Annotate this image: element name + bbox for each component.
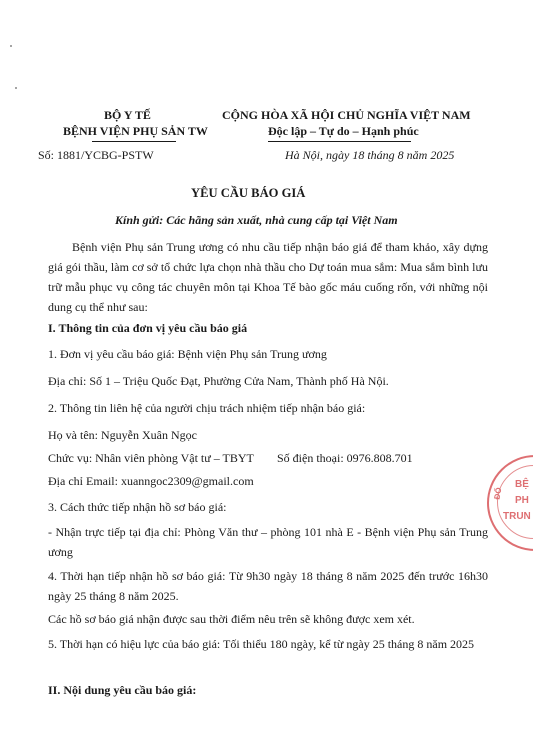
scan-speck bbox=[15, 87, 17, 89]
submission-deadline: 4. Thời hạn tiếp nhận hồ sơ báo giá: Từ 9h30 ngày 18 tháng 8 năm 2025 đến trước 16h30 ngày 25 tháng 8 năm 2025. bbox=[48, 569, 488, 603]
seal-text: TRUN bbox=[503, 511, 531, 522]
place-date: Hà Nội, ngày 18 tháng 8 năm 2025 bbox=[285, 148, 455, 162]
contact-position: Chức vụ: Nhân viên phòng Vật tư – TBYT bbox=[48, 451, 254, 465]
contact-phone: Số điện thoại: 0976.808.701 bbox=[277, 451, 413, 465]
ministry-name: BỘ Y TẾ bbox=[104, 108, 151, 122]
hospital-underline bbox=[92, 141, 176, 142]
contact-name: Họ và tên: Nguyễn Xuân Ngọc bbox=[48, 428, 197, 442]
motto-underline bbox=[268, 141, 411, 142]
unit-address: Địa chỉ: Số 1 – Triệu Quốc Đạt, Phường Cửa Nam, Thành phố Hà Nội. bbox=[48, 374, 389, 388]
submission-method: - Nhận trực tiếp tại địa chỉ: Phòng Văn thư – phòng 101 nhà E - Bệnh viện Phụ sản Trung ương bbox=[48, 525, 488, 559]
document-number: Số: 1881/YCBG-PSTW bbox=[38, 148, 154, 162]
seal-text: ĐỐ bbox=[492, 486, 504, 501]
intro-paragraph: Bệnh viện Phụ sản Trung ương có nhu cầu tiếp nhận báo giá để tham khảo, xây dựng giá gói thầu, làm cơ sở tổ chức lựa chọn nhà thầu cho Dự toán mua sắm: Mua sắm bình lưu trữ mẫu phục vụ công tác chuyên môn tại Khoa Tế bào gốc máu cuống rốn, với những nội dung cụ thể như sau: bbox=[48, 240, 488, 314]
country-name: CỘNG HÒA XÃ HỘI CHỦ NGHĨA VIỆT NAM bbox=[222, 108, 471, 122]
requesting-unit: 1. Đơn vị yêu cầu báo giá: Bệnh viện Phụ sản Trung ương bbox=[48, 347, 327, 361]
document-title: YÊU CẦU BÁO GIÁ bbox=[191, 186, 306, 200]
seal-text: PH bbox=[515, 495, 529, 506]
recipient-line: Kính gửi: Các hãng sản xuất, nhà cung cấp tại Việt Nam bbox=[115, 213, 398, 227]
section-2-heading: II. Nội dung yêu cầu báo giá: bbox=[48, 683, 197, 697]
section-1-heading: I. Thông tin của đơn vị yêu cầu báo giá bbox=[48, 321, 248, 335]
national-motto: Độc lập – Tự do – Hạnh phúc bbox=[268, 124, 419, 138]
hospital-name: BỆNH VIỆN PHỤ SẢN TW bbox=[63, 124, 208, 138]
seal-text: BỆ bbox=[515, 479, 529, 490]
late-submission-note: Các hồ sơ báo giá nhận được sau thời điểm nêu trên sẽ không được xem xét. bbox=[48, 612, 415, 626]
contact-email: Địa chỉ Email: xuanngoc2309@gmail.com bbox=[48, 474, 254, 488]
validity-period: 5. Thời hạn có hiệu lực của báo giá: Tối thiểu 180 ngày, kể từ ngày 25 tháng 8 năm 2025 bbox=[48, 637, 475, 651]
scan-speck bbox=[10, 45, 12, 47]
contact-info-label: 2. Thông tin liên hệ của người chịu trách nhiệm tiếp nhận báo giá: bbox=[48, 401, 366, 415]
hospital-seal bbox=[487, 455, 533, 551]
submission-method-label: 3. Cách thức tiếp nhận hồ sơ báo giá: bbox=[48, 500, 227, 514]
